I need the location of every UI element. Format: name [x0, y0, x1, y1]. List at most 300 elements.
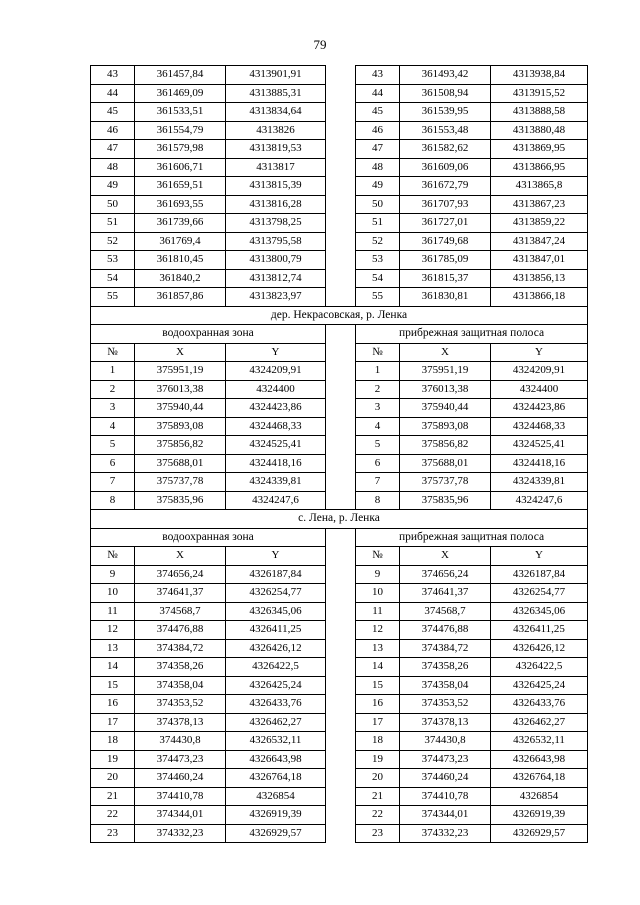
point-number: 1	[356, 362, 400, 381]
point-number: 53	[356, 251, 400, 270]
x-coordinate: 374344,01	[400, 806, 491, 825]
x-coordinate: 374384,72	[400, 639, 491, 658]
x-coordinate: 374460,24	[135, 769, 226, 788]
x-coordinate: 374656,24	[135, 565, 226, 584]
table-row	[91, 288, 588, 307]
column-separator	[326, 103, 356, 122]
x-coordinate: 361554,79	[135, 121, 226, 140]
y-coordinate: 4326425,24	[491, 676, 588, 695]
y-coordinate: 4324400	[226, 380, 326, 399]
column-separator	[326, 602, 356, 621]
x-coordinate: 375737,78	[400, 473, 491, 492]
column-separator	[326, 251, 356, 270]
point-number: 55	[356, 288, 400, 307]
y-coordinate: 4313823,97	[226, 288, 326, 307]
table-row	[91, 66, 588, 85]
point-number: 53	[91, 251, 135, 270]
point-number: 1	[91, 362, 135, 381]
y-coordinate: 4326462,27	[491, 713, 588, 732]
y-coordinate: 4313815,39	[226, 177, 326, 196]
column-separator	[326, 362, 356, 381]
x-coordinate: 376013,38	[400, 380, 491, 399]
y-coordinate: 4326411,25	[491, 621, 588, 640]
point-number: 7	[91, 473, 135, 492]
point-number: 22	[91, 806, 135, 825]
point-number: 16	[356, 695, 400, 714]
point-number: 9	[356, 565, 400, 584]
column-separator	[326, 750, 356, 769]
point-number: 10	[91, 584, 135, 603]
column-separator	[326, 417, 356, 436]
point-number: 8	[356, 491, 400, 510]
x-coordinate: 375737,78	[135, 473, 226, 492]
table-row	[91, 251, 588, 270]
table-row	[91, 769, 588, 788]
point-number: 6	[91, 454, 135, 473]
column-separator	[326, 491, 356, 510]
table-row	[91, 621, 588, 640]
header-number: №	[356, 547, 400, 566]
y-coordinate: 4324247,6	[226, 491, 326, 510]
point-number: 43	[356, 66, 400, 85]
y-coordinate: 4326187,84	[226, 565, 326, 584]
y-coordinate: 4326764,18	[226, 769, 326, 788]
x-coordinate: 361693,55	[135, 195, 226, 214]
column-separator	[326, 214, 356, 233]
y-coordinate: 4326764,18	[491, 769, 588, 788]
point-number: 8	[91, 491, 135, 510]
page-number: 79	[313, 37, 327, 52]
y-coordinate: 4313866,95	[491, 158, 588, 177]
y-coordinate: 4313867,23	[491, 195, 588, 214]
point-number: 51	[91, 214, 135, 233]
table-row	[91, 695, 588, 714]
point-number: 45	[356, 103, 400, 122]
point-number: 13	[91, 639, 135, 658]
table-row	[91, 195, 588, 214]
x-coordinate: 361493,42	[400, 66, 491, 85]
y-coordinate: 4324418,16	[491, 454, 588, 473]
header-number: №	[91, 343, 135, 362]
column-separator	[326, 140, 356, 159]
point-number: 5	[91, 436, 135, 455]
y-coordinate: 4313869,95	[491, 140, 588, 159]
column-separator	[326, 565, 356, 584]
water-protection-zone-title: водоохранная зона	[91, 325, 326, 344]
y-coordinate: 4313826	[226, 121, 326, 140]
x-coordinate: 361815,37	[400, 269, 491, 288]
x-coordinate: 375835,96	[135, 491, 226, 510]
table-row	[91, 399, 588, 418]
y-coordinate: 4324468,33	[491, 417, 588, 436]
y-coordinate: 4313812,74	[226, 269, 326, 288]
y-coordinate: 4326643,98	[226, 750, 326, 769]
y-coordinate: 4326462,27	[226, 713, 326, 732]
water-protection-zone-title: водоохранная зона	[91, 528, 326, 547]
point-number: 2	[91, 380, 135, 399]
column-separator	[326, 399, 356, 418]
table-row	[91, 565, 588, 584]
y-coordinate: 4326919,39	[226, 806, 326, 825]
y-coordinate: 4326426,12	[226, 639, 326, 658]
point-number: 49	[91, 177, 135, 196]
point-number: 12	[356, 621, 400, 640]
x-coordinate: 375835,96	[400, 491, 491, 510]
table-row	[91, 750, 588, 769]
column-separator	[326, 695, 356, 714]
y-coordinate: 4313865,8	[491, 177, 588, 196]
point-number: 14	[91, 658, 135, 677]
y-coordinate: 4326532,11	[226, 732, 326, 751]
x-coordinate: 361606,71	[135, 158, 226, 177]
x-coordinate: 374430,8	[400, 732, 491, 751]
x-coordinate: 375940,44	[135, 399, 226, 418]
y-coordinate: 4313856,13	[491, 269, 588, 288]
point-number: 44	[91, 84, 135, 103]
y-coordinate: 4326422,5	[226, 658, 326, 677]
header-number: №	[91, 547, 135, 566]
x-coordinate: 374358,26	[135, 658, 226, 677]
point-number: 47	[356, 140, 400, 159]
x-coordinate: 374430,8	[135, 732, 226, 751]
header-y: Y	[226, 343, 326, 362]
column-separator	[326, 639, 356, 658]
y-coordinate: 4326422,5	[491, 658, 588, 677]
column-separator	[326, 547, 356, 566]
y-coordinate: 4313798,25	[226, 214, 326, 233]
x-coordinate: 361553,48	[400, 121, 491, 140]
y-coordinate: 4313834,64	[226, 103, 326, 122]
x-coordinate: 374473,23	[135, 750, 226, 769]
coastal-protection-strip-title: прибрежная защитная полоса	[356, 325, 588, 344]
header-number: №	[356, 343, 400, 362]
y-coordinate: 4313885,31	[226, 84, 326, 103]
y-coordinate: 4313847,01	[491, 251, 588, 270]
point-number: 20	[356, 769, 400, 788]
point-number: 11	[356, 602, 400, 621]
x-coordinate: 375856,82	[400, 436, 491, 455]
x-coordinate: 374641,37	[135, 584, 226, 603]
x-coordinate: 361508,94	[400, 84, 491, 103]
column-separator	[326, 806, 356, 825]
x-coordinate: 374378,13	[400, 713, 491, 732]
y-coordinate: 4313915,52	[491, 84, 588, 103]
x-coordinate: 361810,45	[135, 251, 226, 270]
column-separator	[326, 584, 356, 603]
point-number: 17	[356, 713, 400, 732]
x-coordinate: 374358,04	[400, 676, 491, 695]
header-x: X	[400, 547, 491, 566]
y-coordinate: 4326187,84	[491, 565, 588, 584]
column-separator	[326, 121, 356, 140]
column-separator	[326, 658, 356, 677]
x-coordinate: 374656,24	[400, 565, 491, 584]
x-coordinate: 361582,62	[400, 140, 491, 159]
y-coordinate: 4313795,58	[226, 232, 326, 251]
point-number: 21	[91, 787, 135, 806]
point-number: 14	[356, 658, 400, 677]
y-coordinate: 4324525,41	[226, 436, 326, 455]
table-row	[91, 454, 588, 473]
x-coordinate: 374410,78	[135, 787, 226, 806]
y-coordinate: 4324209,91	[491, 362, 588, 381]
point-number: 23	[91, 824, 135, 843]
point-number: 2	[356, 380, 400, 399]
point-number: 4	[91, 417, 135, 436]
section-title-row	[91, 306, 588, 325]
table-row	[91, 269, 588, 288]
column-separator	[326, 621, 356, 640]
x-coordinate: 361739,66	[135, 214, 226, 233]
table-row	[91, 787, 588, 806]
x-coordinate: 374568,7	[135, 602, 226, 621]
point-number: 23	[356, 824, 400, 843]
y-coordinate: 4326854	[491, 787, 588, 806]
x-coordinate: 376013,38	[135, 380, 226, 399]
x-coordinate: 374353,52	[400, 695, 491, 714]
x-coordinate: 374358,26	[400, 658, 491, 677]
x-coordinate: 374476,88	[400, 621, 491, 640]
point-number: 5	[356, 436, 400, 455]
y-coordinate: 4326425,24	[226, 676, 326, 695]
table-row	[91, 417, 588, 436]
y-coordinate: 4326345,06	[491, 602, 588, 621]
table-row	[91, 232, 588, 251]
column-header-row	[91, 343, 588, 362]
point-number: 48	[91, 158, 135, 177]
header-x: X	[400, 343, 491, 362]
x-coordinate: 361857,86	[135, 288, 226, 307]
x-coordinate: 375856,82	[135, 436, 226, 455]
table-row	[91, 436, 588, 455]
x-coordinate: 374353,52	[135, 695, 226, 714]
point-number: 6	[356, 454, 400, 473]
x-coordinate: 375893,08	[135, 417, 226, 436]
y-coordinate: 4313819,53	[226, 140, 326, 159]
x-coordinate: 361533,51	[135, 103, 226, 122]
point-number: 20	[91, 769, 135, 788]
y-coordinate: 4313880,48	[491, 121, 588, 140]
x-coordinate: 374473,23	[400, 750, 491, 769]
y-coordinate: 4326919,39	[491, 806, 588, 825]
column-separator	[326, 528, 356, 547]
column-separator	[326, 473, 356, 492]
x-coordinate: 361659,51	[135, 177, 226, 196]
column-separator	[326, 269, 356, 288]
table-row	[91, 584, 588, 603]
point-number: 49	[356, 177, 400, 196]
y-coordinate: 4324247,6	[491, 491, 588, 510]
point-number: 54	[356, 269, 400, 288]
x-coordinate: 361830,81	[400, 288, 491, 307]
x-coordinate: 375688,01	[400, 454, 491, 473]
table-row	[91, 84, 588, 103]
column-separator	[326, 454, 356, 473]
table-row	[91, 602, 588, 621]
y-coordinate: 4313866,18	[491, 288, 588, 307]
x-coordinate: 375940,44	[400, 399, 491, 418]
x-coordinate: 361749,68	[400, 232, 491, 251]
x-coordinate: 374410,78	[400, 787, 491, 806]
point-number: 15	[91, 676, 135, 695]
table-row	[91, 658, 588, 677]
table-row	[91, 177, 588, 196]
coordinates-table	[90, 65, 588, 843]
y-coordinate: 4324400	[491, 380, 588, 399]
y-coordinate: 4313888,58	[491, 103, 588, 122]
x-coordinate: 374378,13	[135, 713, 226, 732]
point-number: 10	[356, 584, 400, 603]
y-coordinate: 4313817	[226, 158, 326, 177]
y-coordinate: 4313847,24	[491, 232, 588, 251]
column-separator	[326, 288, 356, 307]
point-number: 50	[356, 195, 400, 214]
table-row	[91, 639, 588, 658]
y-coordinate: 4324339,81	[491, 473, 588, 492]
point-number: 13	[356, 639, 400, 658]
point-number: 43	[91, 66, 135, 85]
column-separator	[326, 732, 356, 751]
point-number: 46	[356, 121, 400, 140]
table-row	[91, 473, 588, 492]
x-coordinate: 374384,72	[135, 639, 226, 658]
y-coordinate: 4324423,86	[491, 399, 588, 418]
point-number: 44	[356, 84, 400, 103]
column-separator	[326, 177, 356, 196]
header-x: X	[135, 547, 226, 566]
x-coordinate: 375951,19	[135, 362, 226, 381]
x-coordinate: 374332,23	[135, 824, 226, 843]
column-separator	[326, 158, 356, 177]
point-number: 45	[91, 103, 135, 122]
column-separator	[326, 84, 356, 103]
point-number: 51	[356, 214, 400, 233]
y-coordinate: 4326433,76	[491, 695, 588, 714]
y-coordinate: 4324209,91	[226, 362, 326, 381]
point-number: 52	[356, 232, 400, 251]
y-coordinate: 4326929,57	[226, 824, 326, 843]
point-number: 11	[91, 602, 135, 621]
point-number: 21	[356, 787, 400, 806]
x-coordinate: 375951,19	[400, 362, 491, 381]
y-coordinate: 4326254,77	[491, 584, 588, 603]
table-row	[91, 491, 588, 510]
column-separator	[326, 824, 356, 843]
y-coordinate: 4326854	[226, 787, 326, 806]
point-number: 48	[356, 158, 400, 177]
column-separator	[326, 66, 356, 85]
y-coordinate: 4324468,33	[226, 417, 326, 436]
x-coordinate: 361539,95	[400, 103, 491, 122]
y-coordinate: 4324339,81	[226, 473, 326, 492]
y-coordinate: 4326929,57	[491, 824, 588, 843]
column-separator	[326, 787, 356, 806]
y-coordinate: 4326411,25	[226, 621, 326, 640]
x-coordinate: 361579,98	[135, 140, 226, 159]
zone-title-row	[91, 325, 588, 344]
y-coordinate: 4326345,06	[226, 602, 326, 621]
table-row	[91, 732, 588, 751]
section-title-row	[91, 510, 588, 529]
x-coordinate: 361769,4	[135, 232, 226, 251]
table-row	[91, 158, 588, 177]
y-coordinate: 4313938,84	[491, 66, 588, 85]
x-coordinate: 361707,93	[400, 195, 491, 214]
point-number: 4	[356, 417, 400, 436]
point-number: 47	[91, 140, 135, 159]
point-number: 22	[356, 806, 400, 825]
point-number: 3	[91, 399, 135, 418]
y-coordinate: 4313859,22	[491, 214, 588, 233]
point-number: 16	[91, 695, 135, 714]
y-coordinate: 4326532,11	[491, 732, 588, 751]
point-number: 15	[356, 676, 400, 695]
y-coordinate: 4324418,16	[226, 454, 326, 473]
table-row	[91, 824, 588, 843]
table-row	[91, 806, 588, 825]
point-number: 18	[356, 732, 400, 751]
point-number: 52	[91, 232, 135, 251]
coastal-protection-strip-title: прибрежная защитная полоса	[356, 528, 588, 547]
table-row	[91, 713, 588, 732]
x-coordinate: 375688,01	[135, 454, 226, 473]
column-separator	[326, 769, 356, 788]
column-separator	[326, 676, 356, 695]
point-number: 19	[356, 750, 400, 769]
header-y: Y	[491, 343, 588, 362]
y-coordinate: 4313816,28	[226, 195, 326, 214]
point-number: 17	[91, 713, 135, 732]
x-coordinate: 361840,2	[135, 269, 226, 288]
x-coordinate: 374358,04	[135, 676, 226, 695]
y-coordinate: 4326643,98	[491, 750, 588, 769]
x-coordinate: 374641,37	[400, 584, 491, 603]
x-coordinate: 374332,23	[400, 824, 491, 843]
point-number: 7	[356, 473, 400, 492]
point-number: 55	[91, 288, 135, 307]
y-coordinate: 4326254,77	[226, 584, 326, 603]
table-row	[91, 140, 588, 159]
table-row	[91, 103, 588, 122]
x-coordinate: 374344,01	[135, 806, 226, 825]
header-y: Y	[491, 547, 588, 566]
table-row	[91, 214, 588, 233]
column-separator	[326, 325, 356, 344]
y-coordinate: 4313901,91	[226, 66, 326, 85]
point-number: 50	[91, 195, 135, 214]
table-row	[91, 676, 588, 695]
x-coordinate: 361785,09	[400, 251, 491, 270]
point-number: 46	[91, 121, 135, 140]
y-coordinate: 4326433,76	[226, 695, 326, 714]
point-number: 54	[91, 269, 135, 288]
x-coordinate: 361727,01	[400, 214, 491, 233]
section-title: с. Лена, р. Ленка	[91, 510, 588, 529]
y-coordinate: 4324525,41	[491, 436, 588, 455]
point-number: 9	[91, 565, 135, 584]
column-separator	[326, 713, 356, 732]
y-coordinate: 4324423,86	[226, 399, 326, 418]
x-coordinate: 361609,06	[400, 158, 491, 177]
table-row	[91, 121, 588, 140]
zone-title-row	[91, 528, 588, 547]
table-row	[91, 380, 588, 399]
x-coordinate: 361457,84	[135, 66, 226, 85]
x-coordinate: 374568,7	[400, 602, 491, 621]
column-separator	[326, 232, 356, 251]
y-coordinate: 4326426,12	[491, 639, 588, 658]
x-coordinate: 375893,08	[400, 417, 491, 436]
